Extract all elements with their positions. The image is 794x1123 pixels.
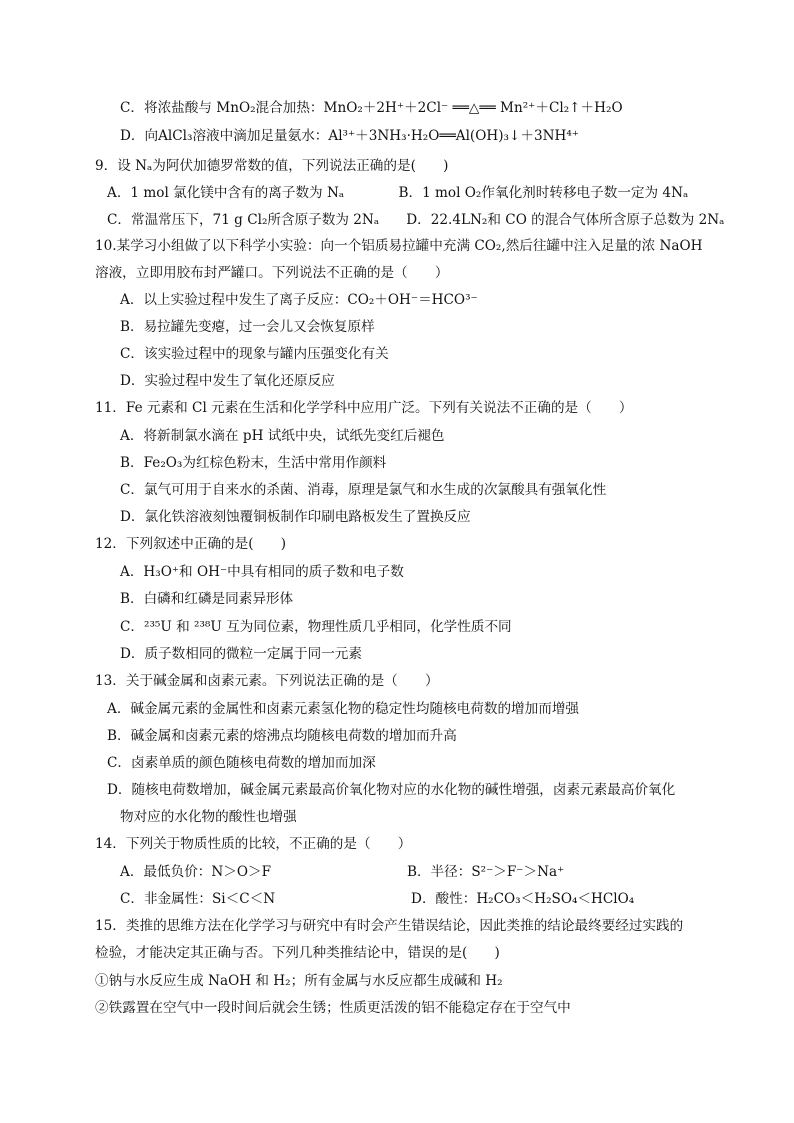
q10-option-a: A．以上实验过程中发生了离子反应：CO₂＋OH⁻＝HCO³⁻ — [120, 292, 478, 308]
q13-option-a: A．碱金属元素的金属性和卤素元素氢化物的稳定性均随核电荷数的增加而增强 — [107, 701, 580, 717]
q9-options-cd: C．常温常压下，71 g Cl₂所含原子数为 2Nₐ D．22.4LN₂和 CO 的混合气体所含原子总数为 2Nₐ — [107, 212, 725, 228]
q15-stem-1: 15．类推的思维方法在化学学习与研究中有时会产生错误结论，因此类推的结论最终要经过实践的 — [95, 918, 684, 934]
q14-options-cd: C．非金属性：Si＜C＜N D．酸性：H₂CO₃＜H₂SO₄＜HClO₄ — [120, 891, 635, 907]
q13-option-b: B．碱金属和卤素元素的熔沸点均随核电荷数的增加而升高 — [107, 728, 457, 744]
q10-option-c: C．该实验过程中的现象与罐内压强变化有关 — [120, 346, 389, 362]
q8-option-c: C．将浓盐酸与 MnO₂混合加热：MnO₂＋2H⁺＋2Cl⁻ ══△══ Mn²⁺＋Cl₂↑＋H₂O — [120, 100, 623, 116]
q10-stem-1: 10.某学习小组做了以下科学小实验：向一个铝质易拉罐中充满 CO₂,然后往罐中注入足量的浓 NaOH — [95, 238, 703, 254]
q12-stem: 12．下列叙述中正确的是( ) — [95, 536, 287, 552]
q15-item-2: ②铁露置在空气中一段时间后就会生锈；性质更活泼的铝不能稳定存在于空气中 — [95, 1000, 571, 1016]
q15-item-1: ①钠与水反应生成 NaOH 和 H₂；所有金属与水反应都生成碱和 H₂ — [95, 973, 503, 989]
q12-option-d: D．质子数相同的微粒一定属于同一元素 — [120, 646, 362, 662]
q9-stem: 9．设 Nₐ为阿伏加德罗常数的值，下列说法正确的是( ) — [95, 158, 449, 174]
q11-option-c: C．氯气可用于自来水的杀菌、消毒，原理是氯气和水生成的次氯酸具有强氧化性 — [120, 482, 607, 498]
q14-stem: 14．下列关于物质性质的比较，不正确的是（ ） — [95, 836, 412, 852]
q11-option-a: A．将新制氯水滴在 pH 试纸中央，试纸先变红后褪色 — [120, 428, 445, 444]
q12-option-a: A．H₃O⁺和 OH⁻中具有相同的质子数和电子数 — [120, 564, 404, 580]
q12-option-c: C．²³⁵U 和 ²³⁸U 互为同位素，物理性质几乎相同，化学性质不同 — [120, 619, 512, 635]
q10-option-d: D．实验过程中发生了氧化还原反应 — [120, 373, 335, 389]
q13-stem: 13．关于碱金属和卤素元素。下列说法正确的是（ ） — [95, 673, 439, 689]
q11-option-b: B．Fe₂O₃为红棕色粉末，生活中常用作颜料 — [120, 455, 387, 471]
q9-options-ab: A．1 mol 氯化镁中含有的离子数为 Nₐ B．1 mol O₂作氧化剂时转移电子数一定为 4Nₐ — [107, 185, 689, 201]
q11-stem: 11．Fe 元素和 Cl 元素在生活和化学学科中应用广泛。下列有关说法不正确的是（ ） — [95, 400, 633, 416]
q8-option-d: D．向AlCl₃溶液中滴加足量氨水：Al³⁺＋3NH₃·H₂O══Al(OH)₃↓＋3NH⁴⁺ — [120, 128, 579, 144]
q14-options-ab: A．最低负价：N＞O＞F B．半径：S²⁻＞F⁻＞Na⁺ — [120, 864, 565, 880]
q15-stem-2: 检验，才能决定其正确与否。下列几种类推结论中，错误的是( ) — [95, 945, 500, 961]
q10-option-b: B．易拉罐先变瘪，过一会儿又会恢复原样 — [120, 319, 375, 335]
q11-option-d: D．氯化铁溶液刻蚀覆铜板制作印刷电路板发生了置换反应 — [120, 509, 471, 525]
q12-option-b: B．白磷和红磷是同素异形体 — [120, 591, 294, 607]
q10-stem-2: 溶液，立即用胶布封严罐口。下列说法不正确的是（ ） — [95, 265, 449, 281]
q13-option-c: C．卤素单质的颜色随核电荷数的增加而加深 — [107, 755, 376, 771]
q13-option-d-2: 物对应的水化物的酸性也增强 — [120, 809, 297, 825]
q13-option-d-1: D．随核电荷数增加，碱金属元素最高价氧化物对应的水化物的碱性增强，卤素元素最高价氧化 — [107, 782, 676, 798]
